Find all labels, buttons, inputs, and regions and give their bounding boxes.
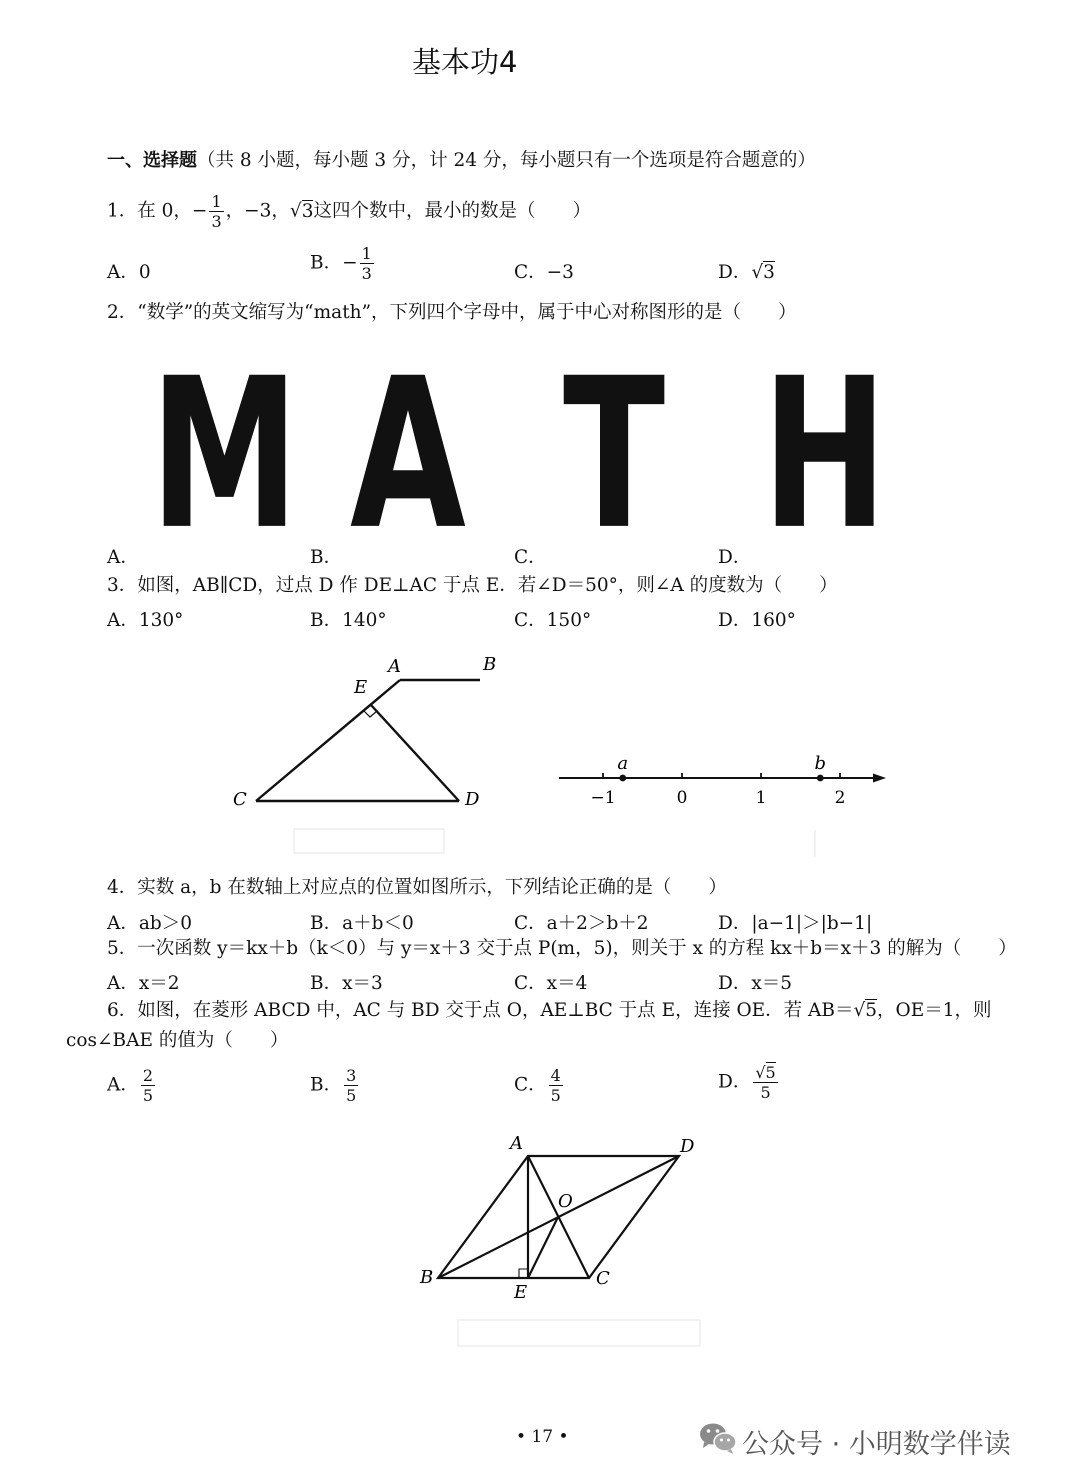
section-heading <box>107 148 816 174</box>
page-title: 基本功4 <box>412 45 518 79</box>
right-angle-mark <box>364 711 377 717</box>
point-label-b: b <box>814 753 827 774</box>
point-b <box>817 775 824 782</box>
question-1 <box>107 192 591 231</box>
q6-figure <box>412 1128 712 1353</box>
q6-option-a-label: A． <box>107 1074 139 1096</box>
point-a <box>619 775 626 782</box>
question-6 <box>107 998 992 1024</box>
q1-sqrt-arg: 3 <box>301 200 314 222</box>
q6-option-b-fraction <box>344 1066 358 1105</box>
segment-oe <box>528 1217 558 1278</box>
q5-option-c[interactable]: C．x＝4 <box>514 973 588 994</box>
diagonal-bd <box>438 1156 679 1278</box>
q1-option-d-sqrt: 3 <box>763 262 775 283</box>
wechat-icon <box>698 1421 738 1455</box>
q4-option-d[interactable]: D．|a−1|＞|b−1| <box>718 913 873 934</box>
label-c: C <box>596 1268 610 1289</box>
q1-suffix: 这四个数中，最小的数是（ ） <box>313 200 591 222</box>
q1-option-b-label: B．− <box>310 252 358 274</box>
section-label: 一、选择题 <box>107 150 197 171</box>
axis-arrow <box>873 774 886 783</box>
q3-option-a[interactable]: A．130° <box>107 610 184 631</box>
q1-frac-num: 1 <box>211 192 222 211</box>
q6-d-sqrt-arg: 5 <box>765 1063 776 1082</box>
q6-option-d[interactable] <box>718 1063 780 1102</box>
q1-prefix: 1．在 0，− <box>107 200 208 222</box>
right-angle-mark <box>519 1269 528 1278</box>
q6-a-den: 5 <box>142 1086 154 1105</box>
label-e: E <box>354 677 368 698</box>
q6-option-a[interactable] <box>107 1066 157 1105</box>
question-4: 4．实数 a，b 在数轴上对应点的位置如图所示，下列结论正确的是（ ） <box>107 877 727 898</box>
q6-line1-post: ，OE＝1，则 <box>877 1000 992 1021</box>
q1-b-num: 1 <box>361 244 372 263</box>
q6-c-den: 5 <box>550 1086 561 1105</box>
caption-box <box>294 829 444 853</box>
label-a: A <box>388 656 401 677</box>
question-5: 5．一次函数 y＝kx＋b（k＜0）与 y＝x＋3 交于点 P(m，5)，则关于 x 的方程 kx＋b＝x＋3 的解为（ ） <box>107 938 1017 959</box>
label-e: E <box>514 1282 528 1303</box>
letter-t: T <box>563 334 666 576</box>
q1-option-d[interactable] <box>718 258 775 284</box>
tick-label: 0 <box>676 788 688 808</box>
q3-option-b[interactable]: B．140° <box>310 610 387 631</box>
question-3: 3．如图，AB∥CD，过点 D 作 DE⊥AC 于点 E．若∠D＝50°，则∠A 的度数为（ ） <box>107 575 838 596</box>
page-number: • 17 • <box>516 1427 569 1447</box>
q3-option-c[interactable]: C．150° <box>514 610 592 631</box>
q6-option-b-label: B． <box>310 1074 343 1096</box>
q6-option-d-label: D． <box>718 1071 752 1093</box>
q4-option-c[interactable]: C．a＋2＞b＋2 <box>514 913 649 934</box>
tick-label: −1 <box>590 788 616 808</box>
q6-sqrt-arg: 5 <box>865 1000 878 1021</box>
label-c: C <box>233 789 247 810</box>
q6-option-a-fraction <box>141 1066 155 1105</box>
q2-option-d[interactable]: D． <box>718 547 752 568</box>
q5-option-b[interactable]: B．x＝3 <box>310 973 383 994</box>
number-line-figure <box>555 745 895 860</box>
section-note: （共 8 小题，每小题 3 分，计 24 分，每小题只有一个选项是符合题意的） <box>197 150 816 171</box>
q6-option-d-fraction <box>753 1063 777 1102</box>
q6-c-num: 4 <box>550 1066 561 1085</box>
q2-option-c[interactable]: C． <box>514 547 547 568</box>
caption-box <box>458 1320 700 1346</box>
q1-option-a[interactable]: A．0 <box>107 262 151 283</box>
q6-a-num: 2 <box>142 1066 154 1085</box>
label-d: D <box>680 1136 695 1157</box>
label-b: B <box>483 654 497 675</box>
q1-fraction <box>209 192 223 231</box>
q3-option-d[interactable]: D．160° <box>718 610 796 631</box>
q1-option-c[interactable]: C．−3 <box>514 262 574 283</box>
q6-option-c-fraction <box>549 1066 563 1105</box>
sqrt-symbol: √ <box>853 1000 866 1021</box>
label-a: A <box>510 1133 523 1154</box>
q6-option-b[interactable] <box>310 1066 360 1105</box>
watermark-text: 公众号 · 小明数学伴读 <box>742 1429 1011 1460</box>
q2-option-b[interactable]: B． <box>310 547 343 568</box>
q6-b-den: 5 <box>346 1086 357 1105</box>
segment-ca <box>256 680 400 801</box>
question-2: 2．“数学”的英文缩写为“math”，下列四个字母中，属于中心对称图形的是（ ） <box>107 302 797 323</box>
q6-b-num: 3 <box>346 1066 357 1085</box>
label-d: D <box>465 789 480 810</box>
q1-option-d-label: D． <box>718 262 752 283</box>
sqrt-symbol: √ <box>751 262 764 283</box>
q6-option-c[interactable] <box>514 1066 565 1105</box>
q4-option-b[interactable]: B．a＋b＜0 <box>310 913 414 934</box>
letter-h: H <box>762 334 888 576</box>
label-b: B <box>420 1267 434 1288</box>
q1-mid: ，−3， <box>225 200 290 222</box>
q5-option-a[interactable]: A．x＝2 <box>107 973 180 994</box>
q1-option-b[interactable] <box>310 244 376 283</box>
point-label-a: a <box>617 753 629 774</box>
q6-option-c-label: C． <box>514 1074 547 1096</box>
letter-a: A <box>350 334 466 576</box>
tick-label: 1 <box>755 788 767 808</box>
q3-figure <box>220 650 520 860</box>
question-6-line2: cos∠BAE 的值为（ ） <box>66 1030 289 1051</box>
segment-ed <box>371 705 459 801</box>
q1-option-b-fraction <box>360 244 374 283</box>
label-o: O <box>558 1191 573 1212</box>
q6-line1-pre: 6．如图，在菱形 ABCD 中，AC 与 BD 交于点 O，AE⊥BC 于点 E，连接 OE．若 AB＝ <box>107 1000 854 1021</box>
sqrt-symbol: √ <box>289 200 302 222</box>
q5-option-d[interactable]: D．x＝5 <box>718 973 793 994</box>
q1-b-den: 3 <box>361 264 372 283</box>
q2-option-a[interactable]: A． <box>107 547 139 568</box>
q6-d-den: 5 <box>760 1083 771 1102</box>
q1-frac-den: 3 <box>211 212 222 231</box>
tick-label: 2 <box>834 788 846 808</box>
q6-d-num: √5 <box>755 1063 776 1082</box>
letter-m: M <box>150 334 300 576</box>
q4-option-a[interactable]: A．ab＞0 <box>107 913 193 934</box>
